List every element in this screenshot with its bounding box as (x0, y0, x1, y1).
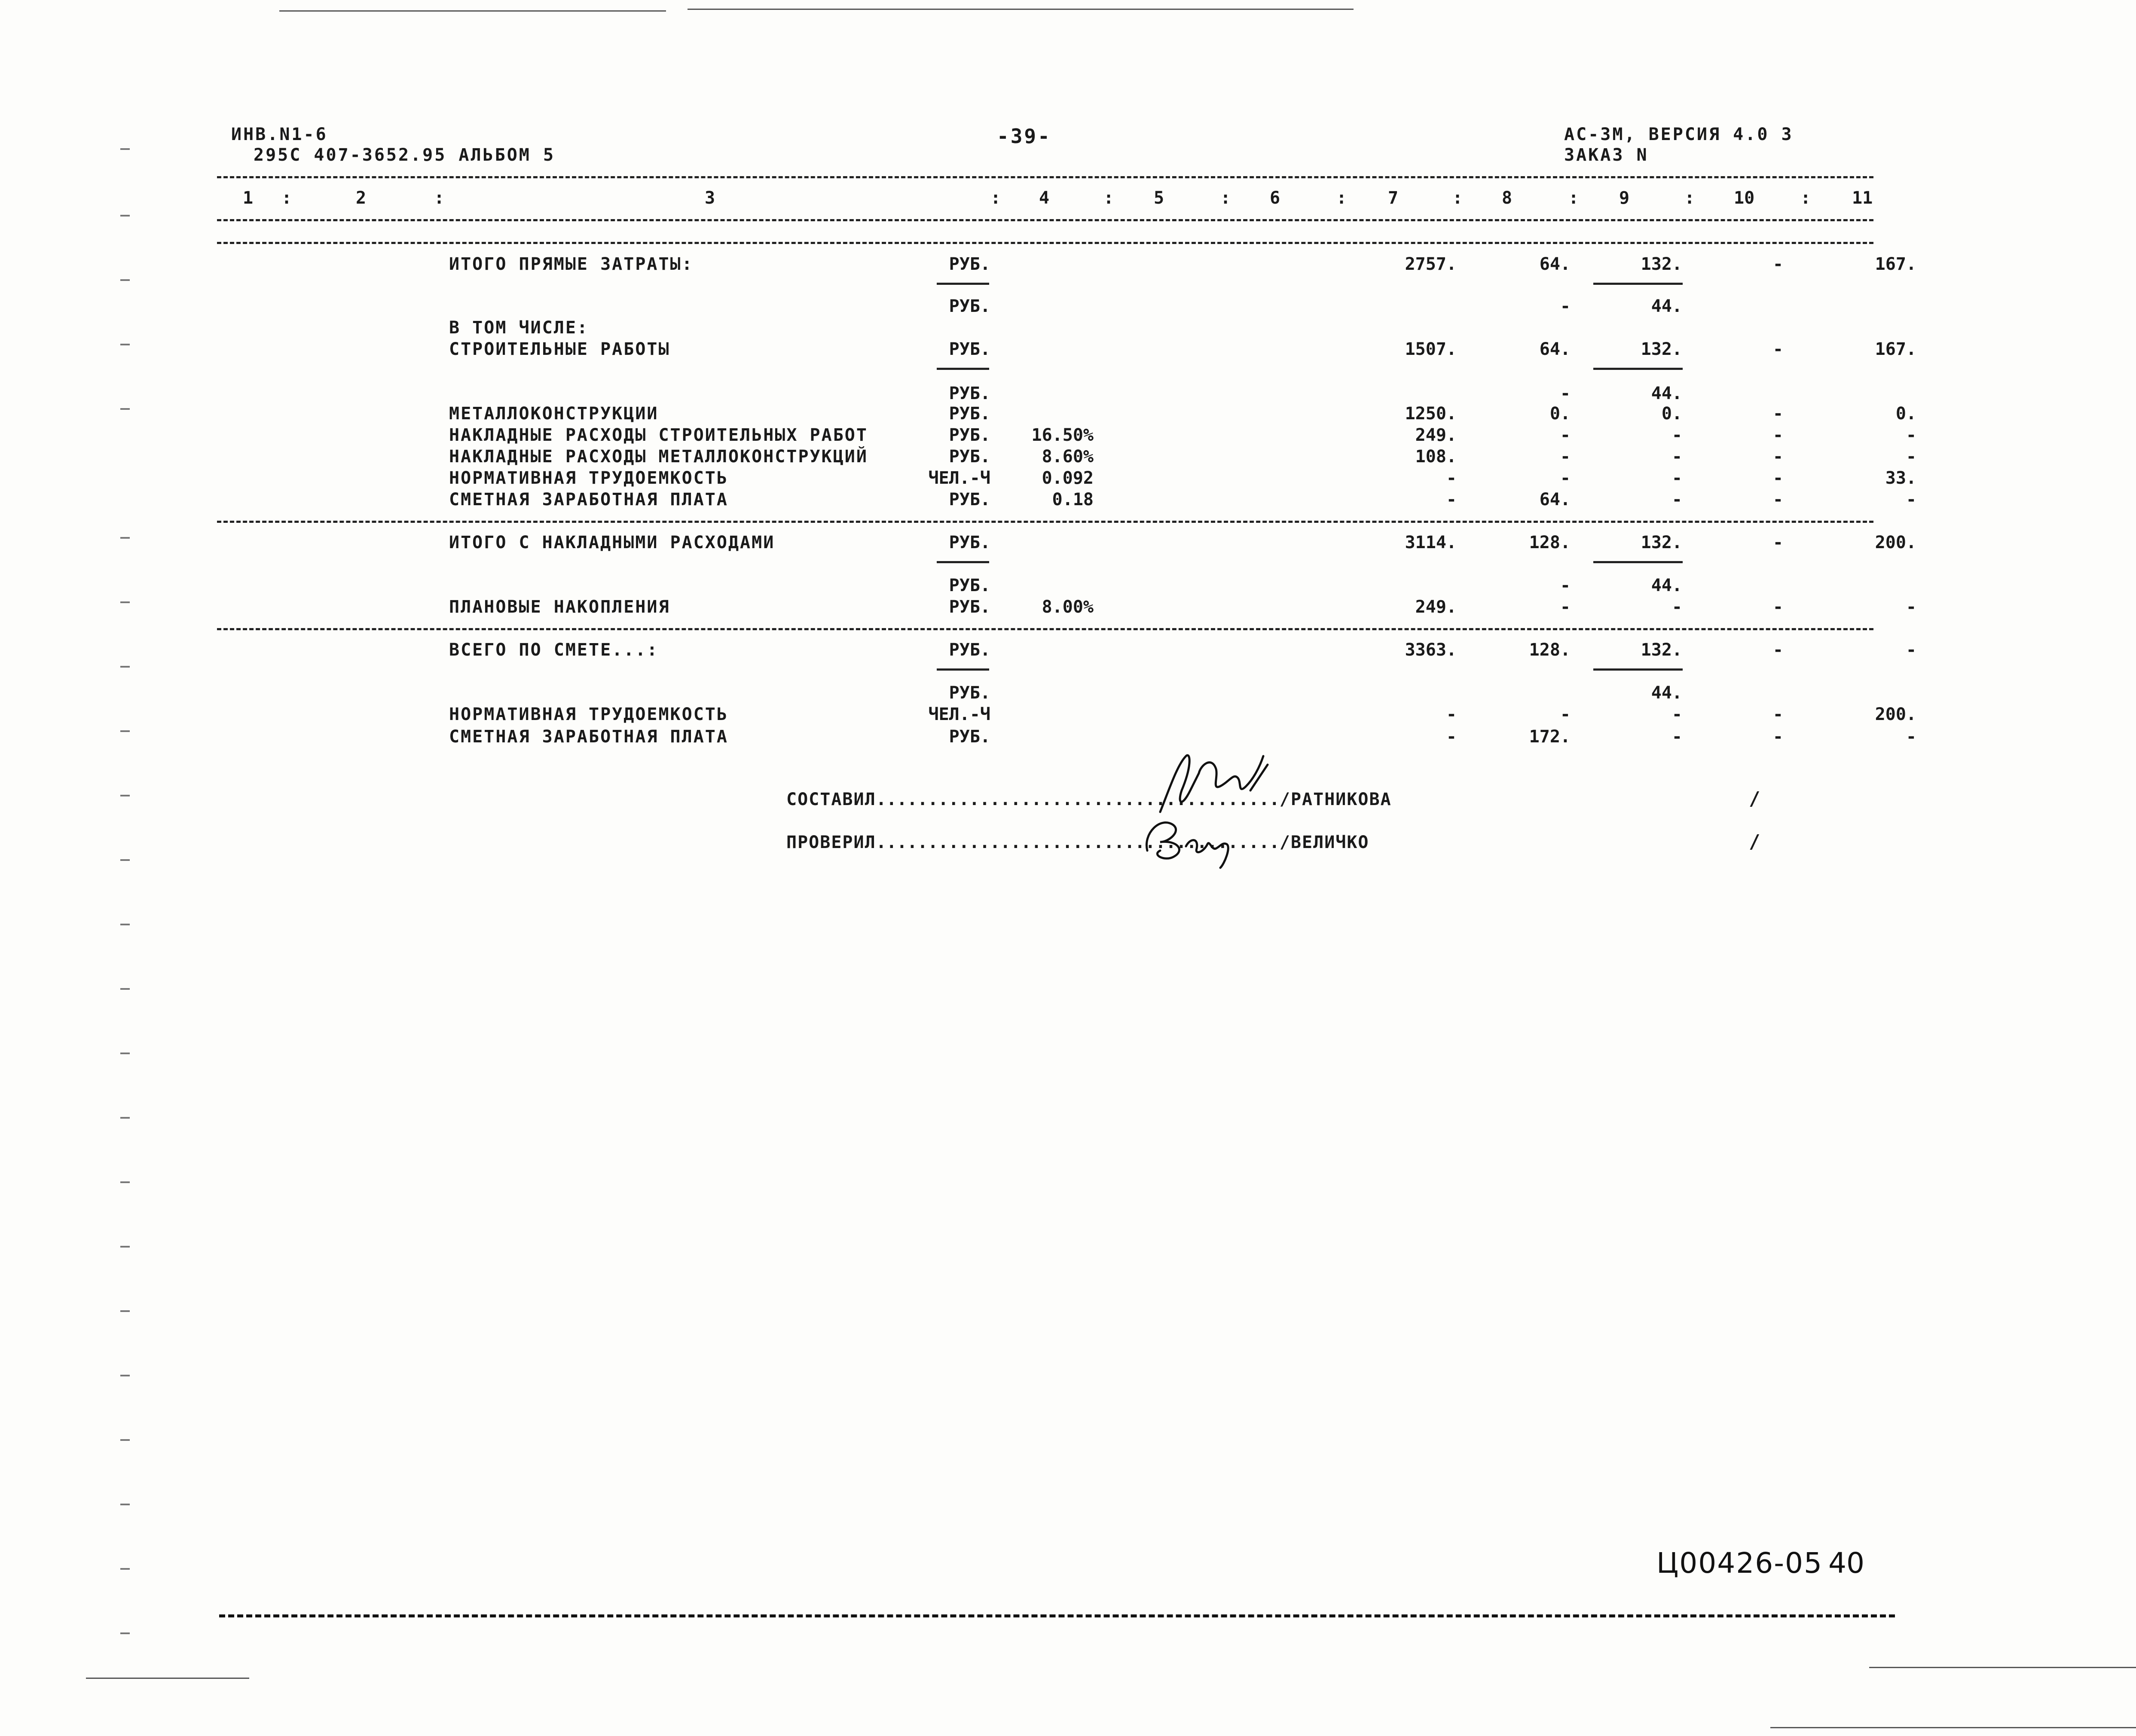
compiled-by-line (786, 790, 1392, 809)
cell-col10: - (1772, 727, 1783, 747)
fraction-line (1593, 368, 1683, 370)
program-version: АС-3М, ВЕРСИЯ 4.0 3 (1564, 125, 1794, 144)
cell-col11: 200. (1875, 705, 1916, 724)
margin-mark (120, 1568, 130, 1570)
table-row (0, 384, 2136, 406)
cell-col9: 44. (1651, 683, 1682, 703)
margin-mark (120, 795, 130, 796)
margin-mark (120, 859, 130, 861)
table-row (0, 576, 2136, 598)
margin-mark (120, 1181, 130, 1183)
row-label: В ТОМ ЧИСЛЕ: (449, 318, 589, 338)
column-number: 1 (243, 188, 254, 208)
cell-col10: - (1772, 533, 1783, 552)
column-number: 5 (1154, 188, 1164, 208)
scan-line (1770, 1727, 2136, 1728)
row-label: МЕТАЛЛОКОНСТРУКЦИИ (449, 404, 659, 424)
row-label: СМЕТНАЯ ЗАРАБОТНАЯ ПЛАТА (449, 490, 728, 510)
margin-mark (120, 408, 130, 410)
cell-col7: 249. (1415, 425, 1457, 445)
margin-mark (120, 215, 130, 217)
sheet-number: 40 (1828, 1547, 1864, 1580)
section-rule (217, 521, 1873, 523)
cell-col7: 249. (1415, 597, 1457, 617)
cell-col8: 128. (1529, 533, 1571, 552)
cell-col11: - (1906, 490, 1916, 510)
row-label: НАКЛАДНЫЕ РАСХОДЫ СТРОИТЕЛЬНЫХ РАБОТ (449, 425, 868, 445)
column-separator: : (1568, 188, 1579, 208)
cell-col9: 44. (1651, 296, 1682, 316)
header-rule (217, 176, 1873, 178)
cell-col11: 167. (1875, 254, 1916, 274)
cell-col11: - (1906, 425, 1916, 445)
cell-col10: - (1772, 490, 1783, 510)
cell-col9: 132. (1641, 339, 1682, 359)
row-label: ИТОГО С НАКЛАДНЫМИ РАСХОДАМИ (449, 533, 775, 552)
column-number: 6 (1270, 188, 1280, 208)
scan-line (1869, 1667, 2136, 1668)
table-row (0, 296, 2136, 319)
cell-col8: - (1560, 296, 1571, 316)
cell-col7: - (1446, 705, 1457, 724)
column-number: 2 (356, 188, 367, 208)
cell-col9: 0. (1661, 404, 1682, 424)
row-unit: РУБ. (949, 727, 990, 747)
row-label: НАКЛАДНЫЕ РАСХОДЫ МЕТАЛЛОКОНСТРУКЦИЙ (449, 447, 868, 467)
cell-col8: 64. (1539, 339, 1571, 359)
table-row (0, 490, 2136, 512)
fraction-line (937, 668, 989, 671)
cell-col9: 44. (1651, 576, 1682, 595)
cell-col8: - (1560, 384, 1571, 403)
cell-col10: - (1772, 339, 1783, 359)
column-header-rule (217, 219, 1873, 221)
compiled-by-name: /РАТНИКОВА (1279, 790, 1392, 809)
checked-by-label: ПРОВЕРИЛ (786, 833, 876, 852)
margin-mark (120, 1117, 130, 1119)
cell-col7: - (1446, 727, 1457, 747)
margin-mark (120, 988, 130, 990)
cell-col11: 167. (1875, 339, 1916, 359)
cell-col10: - (1772, 404, 1783, 424)
row-label: СТРОИТЕЛЬНЫЕ РАБОТЫ (449, 339, 670, 359)
row-rate: 8.00% (1042, 597, 1094, 617)
cell-col9: - (1672, 468, 1682, 488)
cell-col10: - (1772, 254, 1783, 274)
cell-col8: - (1560, 425, 1571, 445)
column-separator: : (281, 188, 292, 208)
scan-line (279, 10, 666, 12)
column-number: 7 (1388, 188, 1399, 208)
column-separator: : (990, 188, 1001, 208)
leader-dots: ....................................... (876, 833, 1280, 852)
column-separator: : (1800, 188, 1811, 208)
cell-col9: 132. (1641, 254, 1682, 274)
table-row (0, 318, 2136, 340)
fraction-line (937, 368, 989, 370)
column-number: 10 (1734, 188, 1755, 208)
cell-col8: - (1560, 447, 1571, 467)
row-unit: РУБ. (949, 296, 990, 316)
fraction-line (1593, 668, 1683, 671)
margin-mark (120, 1439, 130, 1441)
margin-mark (120, 1310, 130, 1312)
column-separator: : (434, 188, 445, 208)
table-row (0, 339, 2136, 362)
margin-mark (120, 344, 130, 345)
cell-col9: - (1672, 705, 1682, 724)
cell-col10: - (1772, 640, 1783, 660)
cell-col10: - (1772, 425, 1783, 445)
cell-col8: - (1560, 597, 1571, 617)
cell-col11: 0. (1895, 404, 1916, 424)
cell-col7: - (1446, 490, 1457, 510)
compiled-by-slash: / (1749, 788, 1760, 810)
row-unit: РУБ. (949, 490, 990, 510)
row-unit: ЧЕЛ.-Ч (928, 468, 990, 488)
cell-col11: - (1906, 597, 1916, 617)
row-rate: 0.092 (1042, 468, 1094, 488)
checked-by-name: /ВЕЛИЧКО (1279, 833, 1369, 852)
table-row (0, 447, 2136, 469)
table-row (0, 683, 2136, 705)
section-rule (217, 628, 1873, 630)
table-row (0, 468, 2136, 491)
cell-col11: 33. (1885, 468, 1916, 488)
column-separator: : (1220, 188, 1231, 208)
row-unit: ЧЕЛ.-Ч (928, 705, 990, 724)
row-label: СМЕТНАЯ ЗАРАБОТНАЯ ПЛАТА (449, 727, 728, 747)
margin-mark (120, 666, 130, 668)
column-separator: : (1684, 188, 1695, 208)
cell-col9: 132. (1641, 533, 1682, 552)
cell-col8: 0. (1549, 404, 1571, 424)
column-number: 11 (1852, 188, 1873, 208)
cell-col7: 3114. (1405, 533, 1457, 552)
cell-col9: 132. (1641, 640, 1682, 660)
cell-col10: - (1772, 705, 1783, 724)
row-label: ВСЕГО ПО СМЕТЕ...: (449, 640, 659, 660)
section-rule (217, 242, 1873, 244)
cell-col10: - (1772, 447, 1783, 467)
cell-col9: - (1672, 490, 1682, 510)
row-unit: РУБ. (949, 254, 990, 274)
row-unit: РУБ. (949, 447, 990, 467)
cell-col9: 44. (1651, 384, 1682, 403)
checked-by-slash: / (1749, 831, 1760, 853)
margin-mark (120, 279, 130, 281)
cell-col9: - (1672, 425, 1682, 445)
cell-col7: 2757. (1405, 254, 1457, 274)
column-separator: : (1103, 188, 1114, 208)
table-row (0, 705, 2136, 727)
bottom-dashed-line (219, 1614, 1895, 1617)
row-label: НОРМАТИВНАЯ ТРУДОЕМКОСТЬ (449, 705, 728, 724)
margin-mark (120, 1246, 130, 1248)
cell-col9: - (1672, 597, 1682, 617)
signature-velichko (1134, 808, 1246, 872)
cell-col9: - (1672, 447, 1682, 467)
fraction-line (1593, 283, 1683, 285)
fraction-line (937, 561, 989, 563)
margin-mark (120, 601, 130, 603)
row-unit: РУБ. (949, 576, 990, 595)
fraction-line (937, 283, 989, 285)
column-number: 4 (1039, 188, 1050, 208)
row-unit: РУБ. (949, 384, 990, 403)
table-row (0, 727, 2136, 749)
cell-col8: - (1560, 468, 1571, 488)
table-row (0, 597, 2136, 619)
cell-col11: - (1906, 727, 1916, 747)
cell-col8: - (1560, 576, 1571, 595)
cell-col11: - (1906, 640, 1916, 660)
cell-col9: - (1672, 727, 1682, 747)
row-label: ИТОГО ПРЯМЫЕ ЗАТРАТЫ: (449, 254, 694, 274)
cell-col7: 1507. (1405, 339, 1457, 359)
margin-mark (120, 1053, 130, 1054)
document-reference: 295С 407-3652.95 АЛЬБОМ 5 (254, 145, 556, 165)
cell-col7: - (1446, 468, 1457, 488)
row-unit: РУБ. (949, 597, 990, 617)
row-label: НОРМАТИВНАЯ ТРУДОЕМКОСТЬ (449, 468, 728, 488)
row-unit: РУБ. (949, 533, 990, 552)
cell-col11: 200. (1875, 533, 1916, 552)
row-unit: РУБ. (949, 425, 990, 445)
margin-mark (120, 537, 130, 539)
cell-col8: 64. (1539, 490, 1571, 510)
scan-line (688, 9, 1354, 10)
column-number: 3 (705, 188, 715, 208)
cell-col11: - (1906, 447, 1916, 467)
cell-col8: 172. (1529, 727, 1571, 747)
cell-col8: - (1560, 705, 1571, 724)
margin-mark (120, 730, 130, 732)
margin-mark (120, 924, 130, 925)
cell-col7: 108. (1415, 447, 1457, 467)
page-number: -39- (997, 125, 1051, 148)
margin-mark (120, 1632, 130, 1634)
cell-col8: 128. (1529, 640, 1571, 660)
table-row (0, 404, 2136, 426)
cell-col7: 1250. (1405, 404, 1457, 424)
row-rate: 0.18 (1052, 490, 1094, 510)
cell-col8: 64. (1539, 254, 1571, 274)
margin-mark (120, 1375, 130, 1376)
cell-col10: - (1772, 597, 1783, 617)
cell-col7: 3363. (1405, 640, 1457, 660)
checked-by-line (786, 833, 1369, 852)
column-separator: : (1336, 188, 1347, 208)
order-number: ЗАКАЗ N (1564, 145, 1649, 165)
row-rate: 16.50% (1031, 425, 1094, 445)
leader-dots: ....................................... (876, 790, 1280, 809)
row-unit: РУБ. (949, 640, 990, 660)
column-separator: : (1452, 188, 1463, 208)
row-unit: РУБ. (949, 339, 990, 359)
table-row (0, 533, 2136, 555)
margin-mark (120, 1504, 130, 1505)
row-label: ПЛАНОВЫЕ НАКОПЛЕНИЯ (449, 597, 670, 617)
table-row (0, 640, 2136, 662)
table-row (0, 254, 2136, 277)
column-number: 9 (1619, 188, 1630, 208)
row-unit: РУБ. (949, 404, 990, 424)
row-unit: РУБ. (949, 683, 990, 703)
row-rate: 8.60% (1042, 447, 1094, 467)
table-row (0, 425, 2136, 448)
inventory-number: ИНВ.N1-6 (231, 125, 328, 144)
fraction-line (1593, 561, 1683, 563)
archive-code: Ц00426-05 (1656, 1547, 1823, 1580)
scan-line (86, 1678, 249, 1679)
column-number: 8 (1502, 188, 1513, 208)
margin-mark (120, 148, 130, 150)
cell-col10: - (1772, 468, 1783, 488)
compiled-by-label: СОСТАВИЛ (786, 790, 876, 809)
